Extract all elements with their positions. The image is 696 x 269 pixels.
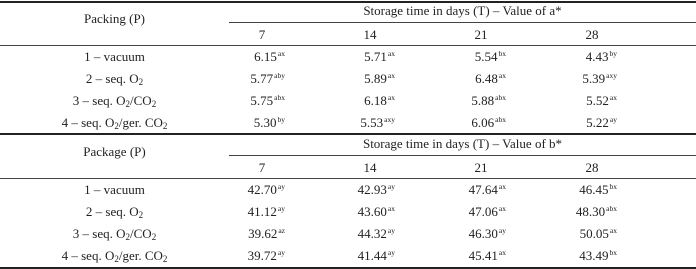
span-header-rule xyxy=(229,22,696,23)
significance-letters: bx xyxy=(609,182,617,191)
subscript: 2 xyxy=(162,254,168,264)
cell-value: 46.45 xyxy=(579,182,609,197)
table-cell xyxy=(315,48,395,67)
significance-letters: ax xyxy=(609,226,617,235)
cell-value: 6.15 xyxy=(254,49,277,64)
row-label: 1 – vacuum xyxy=(84,49,145,64)
cell-value: 43.60 xyxy=(357,204,387,219)
cell-value: 5.30 xyxy=(253,115,277,130)
cell-value: 6.06 xyxy=(471,115,495,130)
cell-value: 42.93 xyxy=(357,182,387,197)
significance-letters: by xyxy=(609,49,617,58)
column-header: 14 xyxy=(363,27,377,42)
table-cell xyxy=(315,114,395,133)
table-cell xyxy=(426,225,506,244)
table-cell xyxy=(315,225,395,244)
table-cell xyxy=(426,247,506,266)
table-cell xyxy=(205,247,285,266)
table-cell xyxy=(205,48,285,67)
row-label: 2 – seq. $O_2$ xyxy=(85,71,144,87)
label-part: /CO xyxy=(130,93,152,108)
label-part: /ger. CO xyxy=(118,248,163,263)
significance-letters: abx xyxy=(495,93,506,102)
row-header: Packing (P) xyxy=(83,11,146,26)
row-label: 3 – seq. $O_2/CO_2$ xyxy=(72,93,157,109)
span-header-rule xyxy=(229,155,696,156)
significance-letters: ay xyxy=(277,248,285,257)
row-label: 4 – seq. $O_2$/ger. $CO_2$ xyxy=(61,115,168,131)
table-cell xyxy=(315,203,395,222)
cell-value: 5.77 xyxy=(250,71,274,86)
table-cell xyxy=(205,70,285,89)
cell-value: 5.22 xyxy=(586,115,609,130)
column-header: 21 xyxy=(474,27,488,42)
table-cell xyxy=(426,48,506,67)
column-header: 28 xyxy=(585,27,599,42)
significance-letters: ax xyxy=(498,204,506,213)
cell-value: 50.05 xyxy=(579,226,609,241)
table-cell xyxy=(205,203,285,222)
significance-letters: ay xyxy=(387,226,395,235)
header-bottom-rule xyxy=(0,178,696,179)
significance-letters: ax xyxy=(498,182,506,191)
span-header: Storage time in days (T) – Value of b* xyxy=(362,136,563,151)
cell-value: 45.41 xyxy=(468,248,498,263)
cell-value: 5.54 xyxy=(474,49,498,64)
table-cell xyxy=(426,114,506,133)
significance-letters: ay xyxy=(277,204,285,213)
table-cell xyxy=(426,70,506,89)
significance-letters: axy xyxy=(606,71,617,80)
cell-value: 41.12 xyxy=(247,204,277,219)
significance-letters: aby xyxy=(274,71,285,80)
column-header: 7 xyxy=(258,160,266,175)
significance-letters: ax xyxy=(387,204,395,213)
table-cell xyxy=(315,247,395,266)
subscript: 2 xyxy=(125,232,131,242)
column-header: 21 xyxy=(474,160,488,175)
cell-value: 5.39 xyxy=(582,71,606,86)
table-cell xyxy=(537,225,617,244)
significance-letters: ax xyxy=(387,49,395,58)
column-header: 7 xyxy=(258,27,266,42)
cell-value: 39.62 xyxy=(248,226,278,241)
significance-letters: ax xyxy=(277,49,285,58)
cell-value: 42.70 xyxy=(247,182,277,197)
subscript: 2 xyxy=(138,77,144,87)
table-cell xyxy=(426,181,506,200)
significance-letters: abx xyxy=(606,204,617,213)
significance-letters: ay xyxy=(387,248,395,257)
column-header: 28 xyxy=(585,160,599,175)
significance-letters: ay xyxy=(498,226,506,235)
subscript: 2 xyxy=(138,210,144,220)
subscript: 2 xyxy=(114,254,119,264)
table-cell xyxy=(537,203,617,222)
table-cell xyxy=(205,225,285,244)
significance-letters: axy xyxy=(384,115,395,124)
table-cell xyxy=(537,247,617,266)
header-bottom-rule xyxy=(0,45,696,46)
cell-value: 46.30 xyxy=(468,226,498,241)
row-label: 3 – seq. $O_2/CO_2$ xyxy=(72,226,157,242)
span-header: Storage time in days (T) – Value of a* xyxy=(363,3,562,18)
label-part: /ger. CO xyxy=(118,115,163,130)
row-label: 1 – vacuum xyxy=(84,182,145,197)
cell-value: 5.88 xyxy=(471,93,495,108)
cell-value: 4.43 xyxy=(585,49,609,64)
table-cell xyxy=(537,70,617,89)
cell-value: 6.48 xyxy=(475,71,498,86)
cell-value: 47.64 xyxy=(468,182,498,197)
table-cell xyxy=(537,48,617,67)
cell-value: 41.44 xyxy=(357,248,387,263)
cell-value: 5.71 xyxy=(364,49,387,64)
table-cell xyxy=(315,70,395,89)
significance-letters: abx xyxy=(274,93,285,102)
table-cell xyxy=(315,181,395,200)
significance-letters: bx xyxy=(609,248,617,257)
cell-value: 48.30 xyxy=(575,204,606,219)
significance-letters: ax xyxy=(609,93,617,102)
cell-value: 47.06 xyxy=(468,204,498,219)
significance-letters: ax xyxy=(498,71,506,80)
row-header: Package (P) xyxy=(83,144,146,159)
table-cell xyxy=(537,181,617,200)
table-bottom-rule xyxy=(0,267,696,269)
table-cell xyxy=(426,92,506,111)
cell-value: 5.52 xyxy=(586,93,609,108)
cell-value: 39.72 xyxy=(247,248,277,263)
significance-letters: ax xyxy=(387,93,395,102)
cell-value: 5.89 xyxy=(364,71,387,86)
table-cell xyxy=(205,181,285,200)
label-part: /CO xyxy=(130,226,152,241)
significance-letters: ay xyxy=(609,115,617,124)
row-label: 4 – seq. $O_2$/ger. $CO_2$ xyxy=(61,248,168,264)
significance-letters: ay xyxy=(277,182,285,191)
table-cell xyxy=(537,114,617,133)
significance-letters: ax xyxy=(387,71,395,80)
significance-letters: ax xyxy=(498,248,506,257)
subscript: 2 xyxy=(114,121,119,131)
subscript: 2 xyxy=(151,99,157,109)
significance-letters: abx xyxy=(495,115,506,124)
table-cell xyxy=(205,92,285,111)
subscript: 2 xyxy=(162,121,168,131)
cell-value: 44.32 xyxy=(357,226,387,241)
cell-value: 6.18 xyxy=(364,93,387,108)
row-label: 2 – seq. $O_2$ xyxy=(85,204,144,220)
significance-letters: bx xyxy=(498,49,506,58)
table-cell xyxy=(537,92,617,111)
table-cell xyxy=(315,92,395,111)
cell-value: 5.53 xyxy=(360,115,384,130)
cell-value: 43.49 xyxy=(579,248,609,263)
table-cell xyxy=(205,114,285,133)
significance-letters: by xyxy=(277,115,285,124)
subscript: 2 xyxy=(151,232,157,242)
column-header: 14 xyxy=(363,160,377,175)
significance-letters: az xyxy=(278,226,285,235)
significance-letters: ay xyxy=(387,182,395,191)
subscript: 2 xyxy=(125,99,131,109)
table-cell xyxy=(426,203,506,222)
cell-value: 5.75 xyxy=(250,93,274,108)
